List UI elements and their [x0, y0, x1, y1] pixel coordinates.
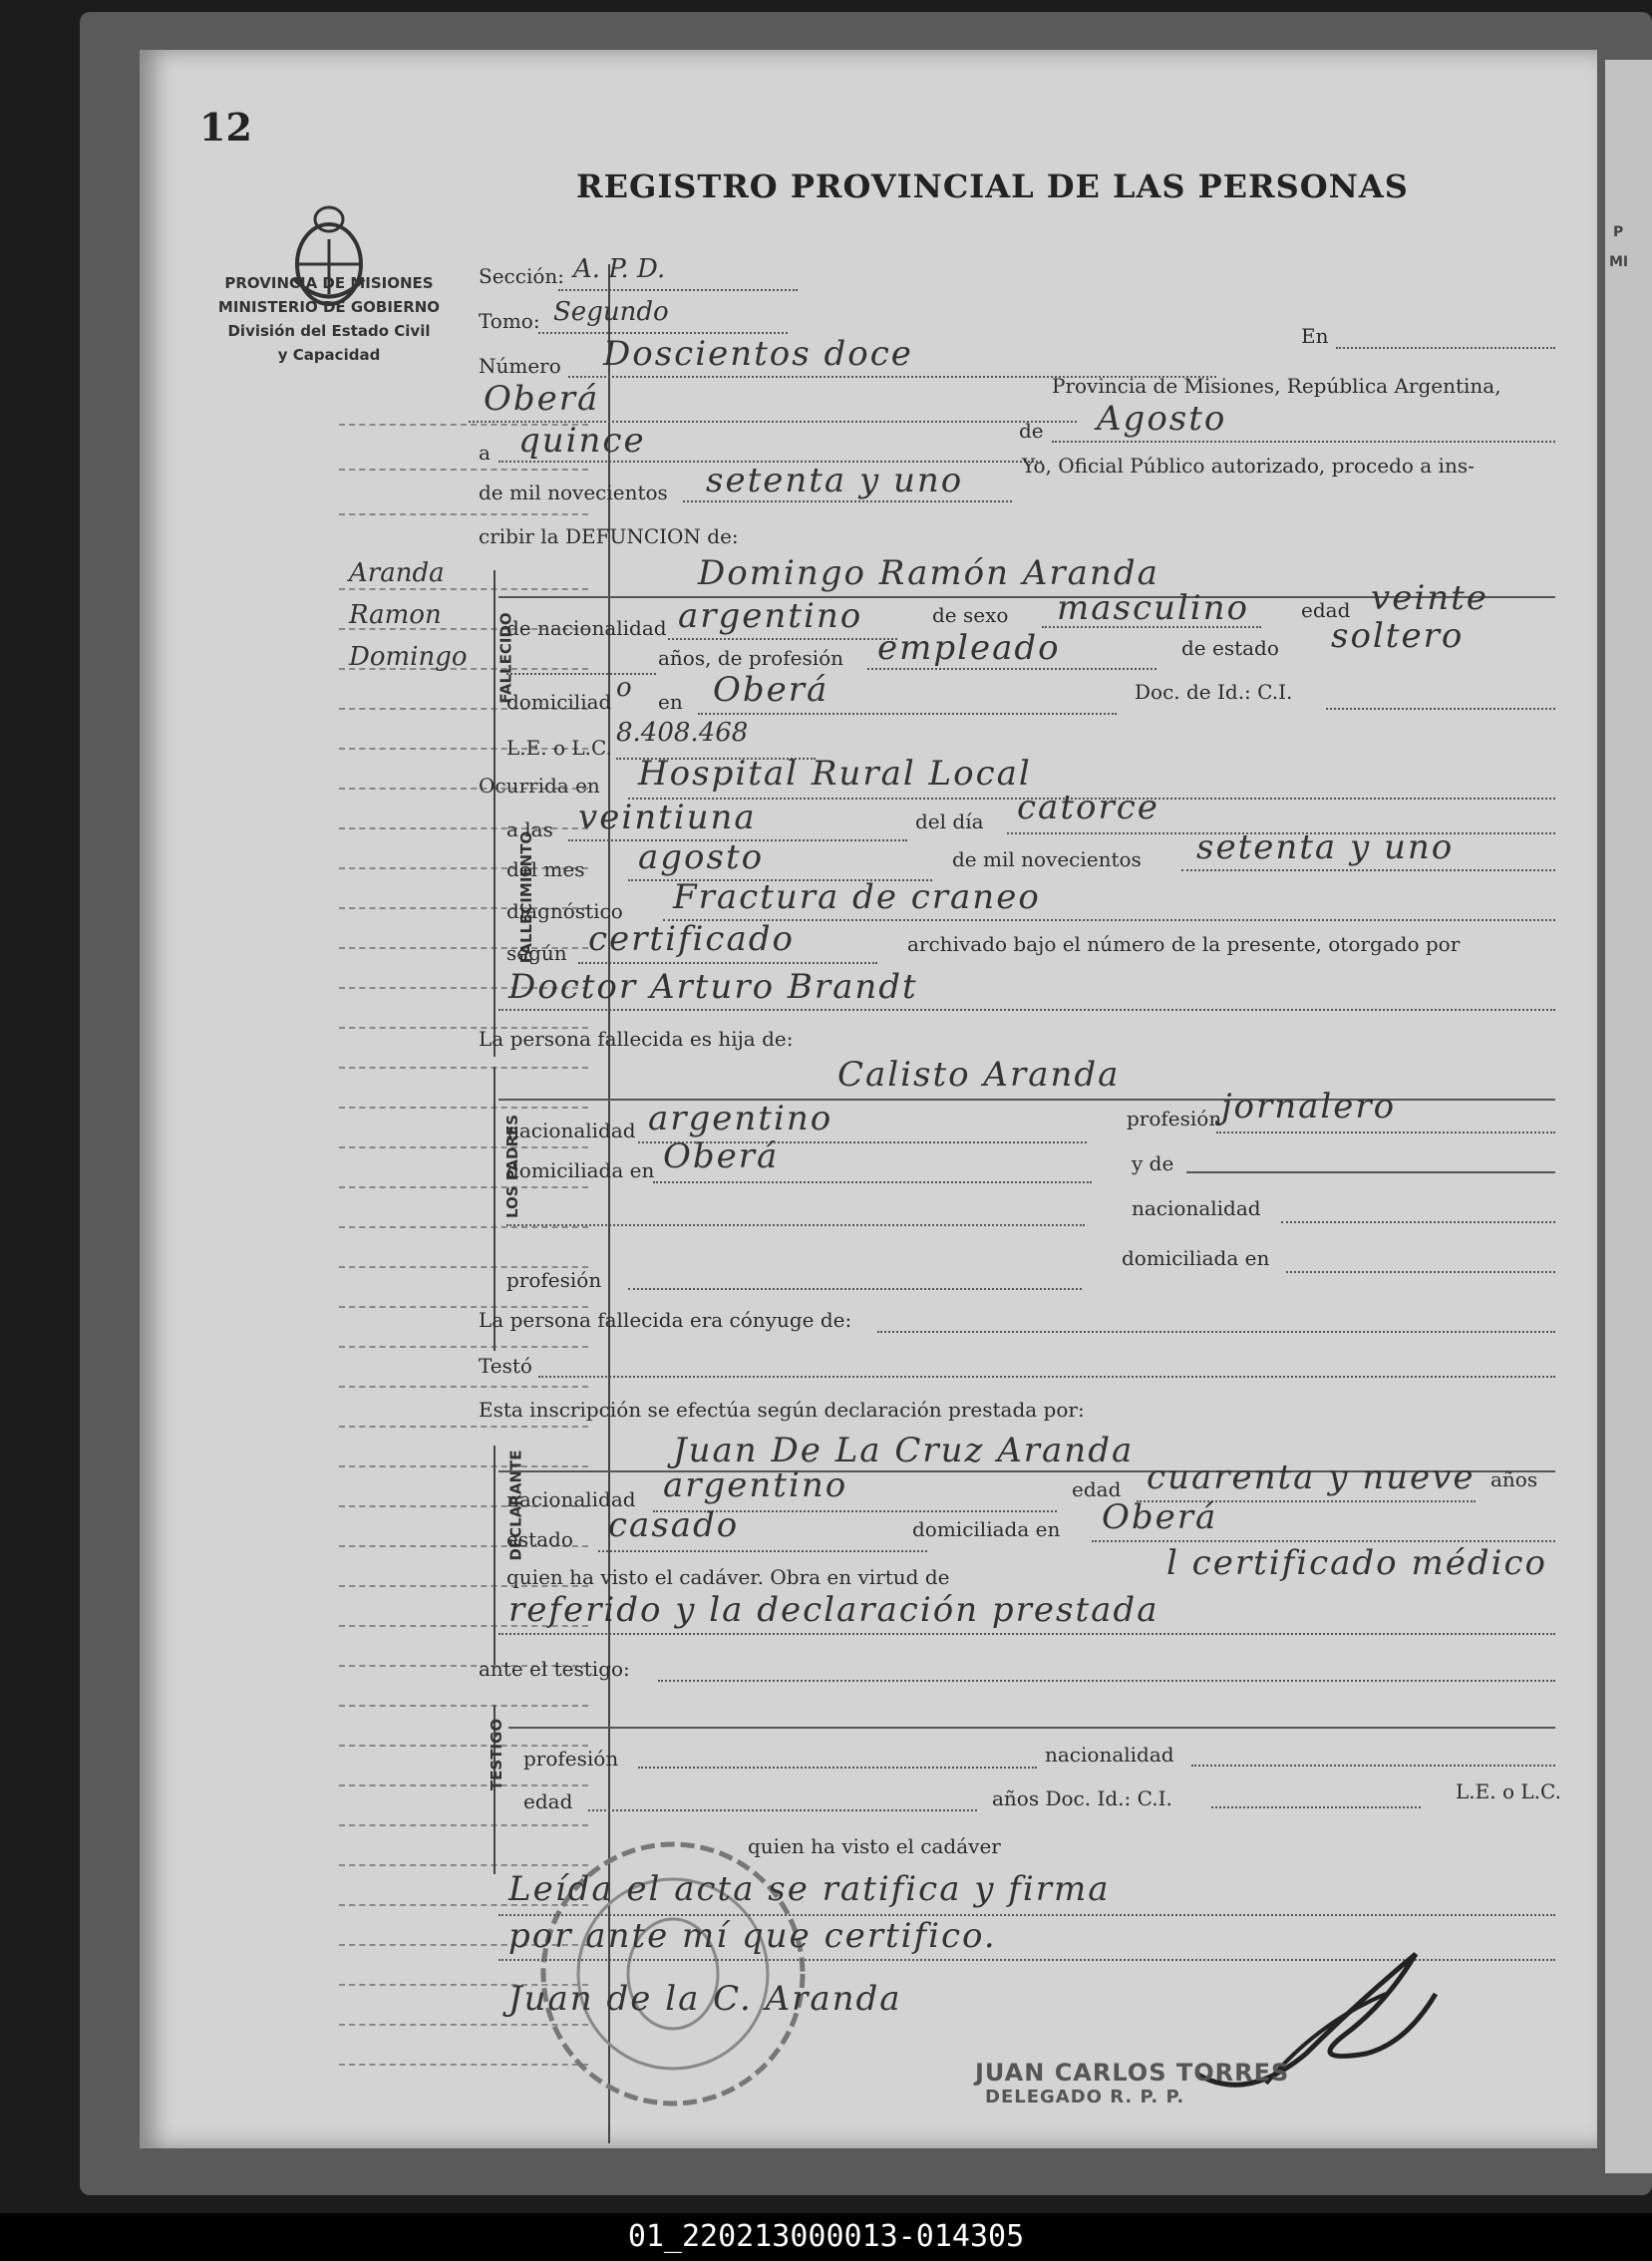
label-hija: La persona fallecida es hija de: — [479, 1027, 794, 1051]
value-mes-fall: agosto — [638, 837, 765, 877]
label-ante: ante el testigo: — [479, 1657, 630, 1681]
value-dia-fall: catorce — [1017, 788, 1159, 827]
header-capacity: y Capacidad — [277, 346, 381, 364]
section-padres: LOS PADRES — [503, 1114, 522, 1219]
label-en: En — [1301, 324, 1329, 348]
label-del-dia: del día — [915, 809, 984, 833]
value-nacionalidad: argentino — [678, 596, 863, 636]
label-nacionalidad-testigo: nacionalidad — [1045, 1743, 1174, 1767]
value-padre: Calisto Aranda — [837, 1055, 1121, 1095]
label-provincia: Provincia de Misiones, República Argentina, — [1052, 374, 1501, 398]
value-numero: Doscientos doce — [603, 334, 913, 374]
label-domiciliada-decl: domiciliada en — [912, 1517, 1061, 1541]
value-diagnostico: Fractura de craneo — [673, 877, 1041, 917]
next-page-abbr: MI — [1609, 254, 1629, 270]
label-quien-visto: quien ha visto el cadáver. Obra en virtud de — [506, 1565, 950, 1589]
label-tomo: Tomo: — [479, 309, 540, 333]
value-seccion: A. P. D. — [573, 254, 666, 284]
label-profesion-padre: profesión — [1127, 1107, 1222, 1130]
value-firma: Juan de la C. Aranda — [508, 1979, 902, 2019]
label-nacionalidad-madre: nacionalidad — [1132, 1196, 1261, 1220]
next-page-edge — [1605, 60, 1652, 2173]
label-seccion: Sección: — [479, 264, 564, 288]
value-sexo: masculino — [1057, 588, 1250, 628]
value-decl-estado: casado — [608, 1505, 740, 1545]
value-padre-prof: jornalero — [1221, 1087, 1397, 1127]
value-lectura1: Leída el acta se ratifica y firma — [508, 1869, 1111, 1909]
value-decl-dom: Oberá — [1102, 1497, 1218, 1537]
value-lectura2: por ante mí que certifico. — [508, 1916, 997, 1956]
value-otorgado: Doctor Arturo Brandt — [508, 967, 918, 1007]
label-domiciliado: domiciliad — [506, 690, 612, 714]
label-de-mil: de mil novecientos — [479, 481, 668, 504]
value-hora: veintiuna — [578, 798, 757, 837]
label-cribir: cribir la DEFUNCION de: — [479, 524, 739, 548]
official-stamp — [975, 2059, 1289, 2107]
header-division: División del Estado Civil — [227, 322, 431, 340]
value-ocurrida: Hospital Rural Local — [638, 754, 1032, 794]
label-nacionalidad-decl: nacionalidad — [506, 1487, 636, 1511]
value-anio: setenta y uno — [706, 461, 964, 500]
value-domicilio: Oberá — [713, 670, 829, 710]
label-segun: según — [506, 941, 567, 965]
value-anio-fall: setenta y uno — [1196, 827, 1455, 867]
value-estado: soltero — [1331, 616, 1465, 656]
label-archivado: archivado bajo el número de la presente, otorgado por — [907, 932, 1461, 956]
label-doc: Doc. de Id.: C.I. — [1135, 680, 1293, 704]
label-conyuge: La persona fallecida era cónyuge de: — [479, 1308, 852, 1332]
label-edad-decl: edad — [1072, 1477, 1122, 1501]
header-province: PROVINCIA DE MISIONES — [224, 274, 434, 292]
value-nombre: Domingo Ramón Aranda — [698, 553, 1159, 593]
margin-note-name2: Domingo — [349, 642, 468, 672]
label-anos-doc: años Doc. Id.: C.I. — [992, 1786, 1172, 1810]
register-page — [140, 50, 1597, 2148]
label-de-sexo: de sexo — [932, 603, 1009, 627]
label-anos-decl: años — [1490, 1467, 1538, 1491]
label-le-lc: L.E. o L.C. — [506, 736, 612, 760]
label-de: de — [1019, 419, 1044, 443]
section-testigo: TESTIGO — [488, 1718, 506, 1791]
label-inscripcion: Esta inscripción se efectúa según declaración prestada por: — [479, 1398, 1085, 1422]
label-profesion-madre: profesión — [506, 1268, 602, 1292]
value-padre-dom: Oberá — [663, 1136, 780, 1176]
label-domiciliada-padre: domiciliada en — [506, 1158, 655, 1182]
value-decl-edad: cuarenta y nueve — [1147, 1457, 1476, 1497]
label-en-domicilio: en — [658, 690, 683, 714]
label-de-nacionalidad: de nacionalidad — [506, 616, 667, 640]
value-padre-nac: argentino — [648, 1099, 833, 1138]
value-edad: veinte — [1371, 578, 1488, 618]
label-a-las: a las — [506, 817, 553, 841]
section-fallecido: FALLECIDO — [496, 612, 515, 704]
label-edad-testigo: edad — [523, 1789, 573, 1813]
stamp-title: DELEGADO R. P. P. — [985, 2087, 1185, 2107]
label-le-lc-testigo: L.E. o L.C. — [1456, 1779, 1561, 1803]
margin-note-surname: Aranda — [349, 558, 445, 588]
section-fallecimiento: FALLECIMIENTO — [517, 830, 536, 964]
label-quien-visto2: quien ha visto el cadáver — [748, 1834, 1001, 1858]
value-declarante: Juan De La Cruz Aranda — [673, 1431, 1135, 1470]
label-estado-decl: estado — [506, 1527, 573, 1551]
value-domicilio-letra: o — [616, 673, 632, 703]
footer-filename: 01_220213000013-014305 — [0, 2213, 1652, 2261]
next-page-letter: P — [1613, 224, 1624, 240]
value-lugar: Oberá — [484, 379, 600, 419]
value-tomo: Segundo — [553, 297, 669, 327]
label-a: a — [479, 441, 491, 465]
label-oficial: Yo, Oficial Público autorizado, procedo a ins- — [1022, 454, 1475, 478]
label-de-estado: de estado — [1181, 636, 1279, 660]
label-ocurrida: Ocurrida en — [479, 774, 600, 798]
value-profesion: empleado — [877, 628, 1061, 668]
label-diagnostico: diagnóstico — [506, 899, 623, 923]
label-de-mil-fall: de mil novecientos — [952, 847, 1142, 871]
value-mes: Agosto — [1097, 399, 1227, 439]
label-y-de: y de — [1132, 1151, 1174, 1175]
label-domiciliada-madre: domiciliada en — [1122, 1246, 1270, 1270]
label-anos-profesion: años, de profesión — [658, 646, 844, 670]
header-ministry: MINISTERIO DE GOBIERNO — [217, 298, 441, 316]
value-obra2: referido y la declaración prestada — [508, 1590, 1159, 1630]
label-numero: Número — [479, 354, 561, 378]
value-dia: quince — [518, 421, 646, 461]
value-segun: certificado — [588, 919, 795, 959]
value-decl-nac: argentino — [663, 1465, 848, 1505]
stamp-name: JUAN CARLOS TORRES — [975, 2059, 1290, 2087]
label-edad: edad — [1301, 598, 1351, 622]
margin-note-name1: Ramon — [349, 600, 442, 630]
label-nacionalidad-padre: nacionalidad — [506, 1119, 636, 1142]
label-testo: Testó — [479, 1354, 532, 1378]
section-declarante: DECLARANTE — [506, 1450, 525, 1561]
value-obra: l certificado médico — [1166, 1543, 1547, 1583]
label-profesion-testigo: profesión — [523, 1747, 619, 1771]
page-number: 12 — [199, 105, 252, 150]
value-le: 8.408.468 — [616, 718, 749, 748]
label-del-mes: del mes — [506, 857, 585, 881]
page-title: REGISTRO PROVINCIAL DE LAS PERSONAS — [576, 167, 1409, 205]
